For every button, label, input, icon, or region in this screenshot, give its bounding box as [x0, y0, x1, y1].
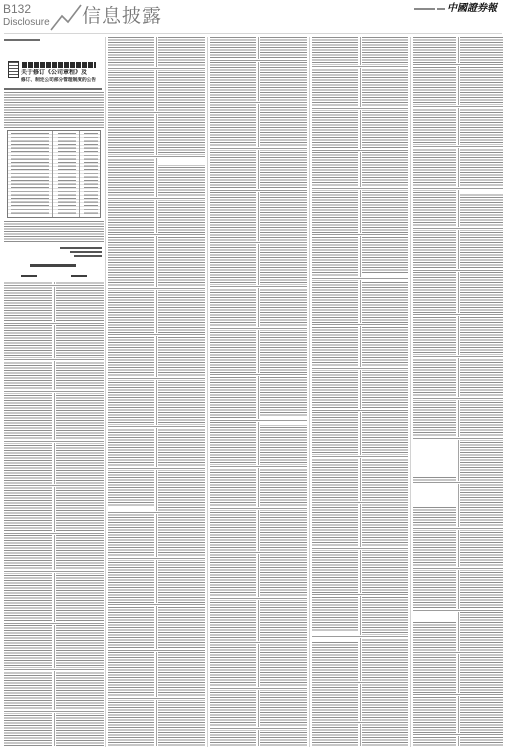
- board-statement-line: [4, 88, 102, 90]
- row-divider: [413, 693, 503, 696]
- row-divider: [413, 227, 503, 230]
- section-name-en: Disclosure: [3, 17, 50, 28]
- row-divider: [210, 465, 307, 468]
- row-divider: [413, 355, 503, 358]
- row-divider: [312, 323, 408, 326]
- table-column-line: [52, 131, 53, 217]
- row-divider: [108, 467, 205, 470]
- row-divider: [108, 155, 205, 158]
- row-divider: [210, 241, 307, 244]
- row-divider: [108, 649, 205, 652]
- table-column-text: [11, 132, 49, 216]
- row-divider: [413, 105, 503, 108]
- row-divider: [413, 651, 503, 654]
- headline-line: 修订、制定公司部分管理制度的公告: [21, 78, 97, 83]
- row-divider: [312, 635, 408, 638]
- row-divider: [210, 551, 307, 554]
- signature-company: [60, 247, 102, 249]
- row-divider: [108, 111, 205, 114]
- comparison-table: [312, 37, 408, 746]
- announcement-body-text: [4, 221, 104, 243]
- empty-cell: [413, 440, 456, 477]
- comparison-cell-after: [260, 37, 307, 746]
- comparison-cell-before: [413, 37, 456, 746]
- row-divider: [108, 377, 205, 380]
- comparison-column-line: [54, 270, 55, 746]
- row-divider: [108, 287, 205, 290]
- row-divider: [108, 425, 205, 428]
- comparison-column-line: [458, 37, 459, 746]
- row-divider: [413, 145, 503, 148]
- row-divider: [108, 197, 205, 200]
- row-divider: [413, 187, 503, 190]
- row-divider: [312, 501, 408, 504]
- row-divider: [210, 327, 307, 330]
- row-divider: [210, 641, 307, 644]
- issue-weekday-text: [437, 8, 445, 10]
- comparison-cell-after: [460, 37, 503, 746]
- row-divider: [210, 373, 307, 376]
- row-divider: [210, 101, 307, 104]
- empty-cell: [413, 611, 456, 622]
- row-divider: [4, 322, 104, 325]
- row-divider: [4, 668, 104, 671]
- row-divider: [108, 603, 205, 606]
- table-column-text: [84, 132, 98, 216]
- column-divider: [105, 37, 106, 747]
- row-divider: [413, 567, 503, 570]
- table-column-line: [79, 131, 80, 217]
- row-divider: [210, 419, 307, 422]
- row-divider: [312, 547, 408, 550]
- row-divider: [108, 557, 205, 560]
- comparison-cell-after: [158, 37, 205, 746]
- row-divider: [312, 65, 408, 68]
- table-header-label: [21, 275, 37, 277]
- row-divider: [312, 409, 408, 412]
- row-divider: [108, 333, 205, 336]
- row-divider: [4, 484, 104, 487]
- row-divider: [413, 63, 503, 66]
- row-divider: [312, 455, 408, 458]
- page-number: B132: [3, 2, 32, 16]
- comparison-cell-after: [362, 37, 408, 746]
- appendix-title: [30, 264, 76, 267]
- comparison-column-line: [156, 37, 157, 746]
- row-divider: [4, 358, 104, 361]
- row-divider: [413, 527, 503, 530]
- comparison-column-line: [360, 37, 361, 746]
- comparison-column-line: [258, 37, 259, 746]
- row-divider: [312, 367, 408, 370]
- comparison-table: [108, 37, 205, 746]
- row-divider: [108, 697, 205, 700]
- column-divider: [410, 37, 411, 747]
- signature-date: [74, 255, 102, 257]
- row-divider: [210, 687, 307, 690]
- table-header-row: [4, 270, 104, 282]
- comparison-table: [413, 37, 503, 746]
- row-divider: [312, 681, 408, 684]
- row-divider: [413, 481, 503, 484]
- company-logo-box: [8, 61, 19, 78]
- row-divider: [210, 189, 307, 192]
- row-divider: [4, 284, 104, 287]
- headline-line: 关于修订《公司章程》及: [21, 69, 88, 76]
- row-divider: [312, 233, 408, 236]
- row-divider: [4, 440, 104, 443]
- comparison-table: [210, 37, 307, 746]
- empty-cell: [158, 157, 205, 165]
- row-divider: [413, 733, 503, 736]
- row-divider: [210, 507, 307, 510]
- section-name-cn: 信息披露: [82, 5, 163, 27]
- row-divider: [312, 107, 408, 110]
- row-divider: [108, 511, 205, 514]
- row-divider: [312, 277, 408, 280]
- row-divider: [4, 622, 104, 625]
- comparison-cell-before: [108, 37, 154, 746]
- newspaper-logo: 中國證券報: [447, 3, 497, 14]
- comparison-table: [4, 270, 104, 746]
- signature-board: [70, 251, 102, 253]
- row-divider: [210, 285, 307, 288]
- line-chart-icon: [50, 3, 82, 31]
- row-divider: [413, 609, 503, 612]
- headline-company-name: [22, 62, 96, 68]
- column-divider: [309, 37, 310, 747]
- row-divider: [210, 597, 307, 600]
- row-divider: [4, 532, 104, 535]
- row-divider: [413, 269, 503, 272]
- table-header-label: [71, 275, 87, 277]
- table-column-text: [58, 132, 76, 216]
- row-divider: [4, 710, 104, 713]
- row-divider: [312, 187, 408, 190]
- issue-date-text: [414, 8, 435, 10]
- empty-cell: [413, 484, 456, 507]
- row-divider: [4, 390, 104, 393]
- row-divider: [413, 313, 503, 316]
- comparison-cell-before: [210, 37, 256, 746]
- comparison-cell-after: [56, 270, 104, 746]
- row-divider: [312, 149, 408, 152]
- row-divider: [413, 397, 503, 400]
- row-divider: [108, 67, 205, 70]
- announcement-body-text: [4, 92, 104, 128]
- comparison-cell-before: [4, 270, 52, 746]
- header-rule: [4, 33, 502, 34]
- row-divider: [312, 721, 408, 724]
- row-divider: [312, 593, 408, 596]
- row-divider: [413, 437, 503, 440]
- stock-code-line: [4, 39, 40, 41]
- row-divider: [108, 233, 205, 236]
- info-table: [7, 130, 101, 218]
- column-divider: [207, 37, 208, 747]
- row-divider: [210, 59, 307, 62]
- row-divider: [210, 727, 307, 730]
- row-divider: [210, 147, 307, 150]
- row-divider: [4, 570, 104, 573]
